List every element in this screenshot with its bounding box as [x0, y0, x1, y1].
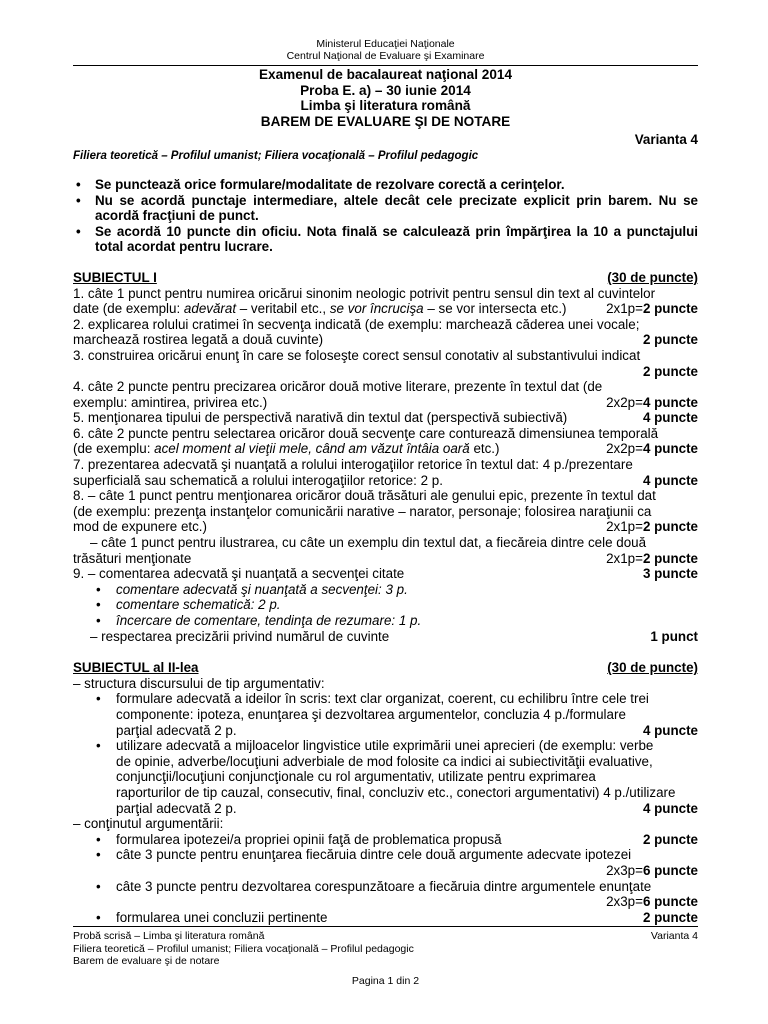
page-number: Pagina 1 din 2: [351, 974, 420, 987]
structure-heading: – structura discursului de tip argumentativ:: [73, 675, 325, 691]
item-8-line: – câte 1 punct pentru ilustrarea, cu câte un exemplu din textul dat, a fiecăreia dintre cele două: [90, 535, 647, 551]
item-9-criterion: • comentare schematică: 2 p.: [73, 597, 698, 613]
criterion-line: parţial adecvată 2 p.: [116, 800, 237, 816]
item-4-line: 4. câte 2 puncte pentru precizarea oricăror două motive literare, prezente în textul dat (de: [73, 379, 603, 395]
criterion-line: conjuncţii/locuţiuni conjuncţionale cu rol argumentativ, utilizate pentru exprimarea: [116, 769, 596, 785]
item-7-line: 7. prezentarea adecvată şi nuanţată a rolului interogaţiilor retorice în textul dat: 4 p./prezentare: [73, 457, 633, 473]
filiera-label: Filiera teoretică – Profilul umanist; Filiera vocaţională – Profilul pedagogic: [73, 149, 479, 162]
footer-exam: Probă scrisă – Limba şi literatura română: [73, 930, 265, 942]
content-criterion: [73, 910, 698, 926]
item-8-line: (de exemplu: prezenţa instanţelor comunicării narative – narator, personaje; folosirea naraţiunii ca: [73, 503, 652, 519]
item-2-line: 2. explicarea rolului cratimei în secvenţa indicată (de exemplu: marchează căderea unei vocale;: [73, 316, 640, 332]
item-8-row: [73, 519, 698, 535]
criterion-row: [116, 832, 698, 848]
exam-title: Examenul de bacalaureat naţional 2014: [258, 67, 513, 82]
item-9-row: [73, 566, 698, 582]
item-9-criterion: • încercare de comentare, tendinţa de rezumare: 1 p.: [73, 613, 698, 629]
structure-criterion: [73, 691, 698, 738]
criterion-score: 2 puncte: [642, 831, 698, 847]
criterion-line: raporturilor de tip cauzal, consecutiv, final, concluziv etc., conectori argumentativi) 4 p./utilizare: [116, 784, 676, 800]
criterion-line: • câte 3 puncte pentru enunţarea fiecăruia dintre cele două argumente adecvate ipotezei: [116, 847, 632, 863]
item-1-line: 1. câte 1 punct pentru numirea oricărui sinonim neologic potrivit pentru sensul din text al cuvintelor: [73, 285, 656, 301]
item-8-score: 2x1p=2 puncte: [606, 519, 698, 535]
item-8-line: 8. – câte 1 punct pentru menţionarea oricăror două trăsături ale genului epic, prezente în textul dat: [73, 488, 656, 504]
content-criterion: [73, 847, 698, 878]
ministry-name: Ministerul Educaţiei Naţionale: [316, 38, 455, 50]
item-9-score: 3 puncte: [642, 566, 698, 582]
item-1-row: [73, 301, 698, 317]
criterion-score: 2x3p=6 puncte: [606, 894, 698, 910]
subject-1-heading: [73, 270, 698, 286]
item-9-criterion: • comentare adecvată şi nuanţată a secvenţei: 3 p.: [73, 582, 698, 598]
general-rules: [73, 177, 698, 255]
item-6-text: (de exemplu: acel moment al vieţii mele, când am văzut întâia oară etc.): [73, 441, 500, 457]
item-6-row: [73, 441, 698, 457]
item-8b-score: 2x1p=2 puncte: [606, 550, 698, 566]
criterion-line: • câte 3 puncte pentru dezvoltarea corespunzătoare a fiecăruia dintre argumentele enunţate: [116, 878, 652, 894]
criterion-line: de opinie, adverbe/locuţiuni adverbiale de mod folosite ca indici ai subiectivităţii evaluative,: [116, 753, 653, 769]
item-6-score: 2x2p=4 puncte: [606, 441, 698, 457]
rule-item: • Se punctează orice formulare/modalitate de rezolvare corectă a cerinţelor.: [73, 177, 698, 193]
item-9-words-score: 1 punct: [650, 628, 698, 644]
criterion-row: [116, 723, 698, 739]
item-9-words-row: [73, 629, 698, 645]
varianta-label: Varianta 4: [634, 132, 698, 148]
item-2-score: 2 puncte: [642, 332, 698, 348]
item-8-text: mod de expunere etc.): [73, 519, 207, 535]
item-4-score: 2x2p=4 puncte: [606, 394, 698, 410]
item-9-words-text: – respectarea precizării privind numărul de cuvinte: [90, 628, 390, 644]
item-1-score: 2x1p=2 puncte: [606, 301, 698, 317]
item-9-text: 9. – comentarea adecvată şi nuanţată a secvenţei citate: [73, 566, 405, 582]
criterion-score: 4 puncte: [642, 800, 698, 816]
criterion-score: 4 puncte: [642, 722, 698, 738]
rule-item: • Se acordă 10 puncte din oficiu. Nota finală se calculează prin împărţirea la 10 a punctajului total acordat pentru lucrare.: [73, 224, 698, 255]
criterion-score: 2x3p=6 puncte: [606, 862, 698, 878]
criterion-line: • formulare adecvată a ideilor în scris: text clar organizat, coerent, cu echilibru între cele trei: [116, 691, 649, 707]
subject-1-points: (30 de puncte): [607, 269, 698, 285]
item-2-text: marchează rostirea legată a două cuvinte): [73, 332, 324, 348]
criterion-score: 2 puncte: [642, 909, 698, 925]
header-divider: [73, 65, 698, 66]
item-4-row: [73, 395, 698, 411]
content-criterion: [73, 879, 698, 910]
subject-1-title: SUBIECTUL I: [73, 269, 157, 285]
barem-title: BAREM DE EVALUARE ŞI DE NOTARE: [260, 113, 511, 129]
item-5-row: [73, 410, 698, 426]
criterion-line: • formularea unei concluzii pertinente: [116, 909, 328, 925]
criterion-row: [116, 910, 698, 926]
content-heading: – conţinutul argumentării:: [73, 816, 224, 832]
structure-criterion: [73, 738, 698, 816]
footer-varianta: Varianta 4: [650, 930, 698, 942]
criterion-line: componente: ipoteza, enunţarea şi dezvoltarea argumentelor, concluzia 4 p./formulare: [116, 706, 626, 722]
rule-item: • Nu se acordă punctaje intermediare, altele decât cele precizate explicit prin barem. Nu se acordă fracţiuni de punct.: [73, 193, 698, 224]
footer-barem: Barem de evaluare şi de notare: [73, 955, 220, 968]
proba-title: Proba E. a) – 30 iunie 2014: [300, 82, 471, 98]
item-3-score: 2 puncte: [642, 363, 698, 379]
subject-2-heading: [73, 660, 698, 676]
item-6-line: 6. câte 2 puncte pentru selectarea oricăror două secvenţe care conturează dimensiunea temporală: [73, 425, 659, 441]
item-2-row: [73, 332, 698, 348]
page-footer: [73, 926, 698, 987]
criterion-line: parţial adecvată 2 p.: [116, 722, 237, 738]
item-1-text: date (de exemplu: adevărat – veritabil etc., se vor încrucişa – se vor intersecta etc.): [73, 301, 567, 317]
item-7-score: 4 puncte: [642, 472, 698, 488]
criterion-row: [116, 801, 698, 817]
footer-row: [73, 930, 698, 943]
content-criterion: [73, 832, 698, 848]
criterion-line: • formularea ipotezei/a propriei opinii faţă de problematica propusă: [116, 831, 502, 847]
item-5-text: 5. menţionarea tipului de perspectivă narativă din textul dat (perspectivă subiectivă): [73, 410, 568, 426]
footer-filiera: Filiera teoretică – Profilul umanist; Filiera vocaţională – Profilul pedagogic: [73, 942, 414, 955]
criterion-line: • utilizare adecvată a mijloacelor lingvistice utile exprimării unei aprecieri (de exemplu: verbe: [116, 738, 654, 754]
item-4-text: exemplu: amintirea, privirea etc.): [73, 394, 268, 410]
center-name: Centrul Naţional de Evaluare şi Examinare: [286, 50, 485, 62]
item-7-row: [73, 473, 698, 489]
item-8b-row: [73, 551, 698, 567]
item-8b-text: trăsături menţionate: [73, 550, 192, 566]
item-3-line: 3. construirea oricărui enunţ în care se foloseşte corect sensul conotativ al substantivului indicat: [73, 347, 641, 363]
item-7-text: superficială sau schematică a rolului interogaţiilor retorice: 2 p.: [73, 472, 443, 488]
subject-title: Limba şi literatura română: [300, 98, 471, 114]
subject-2-points: (30 de puncte): [607, 660, 698, 676]
subject-2-title: SUBIECTUL al II-lea: [73, 660, 199, 676]
item-5-score: 4 puncte: [642, 410, 698, 426]
